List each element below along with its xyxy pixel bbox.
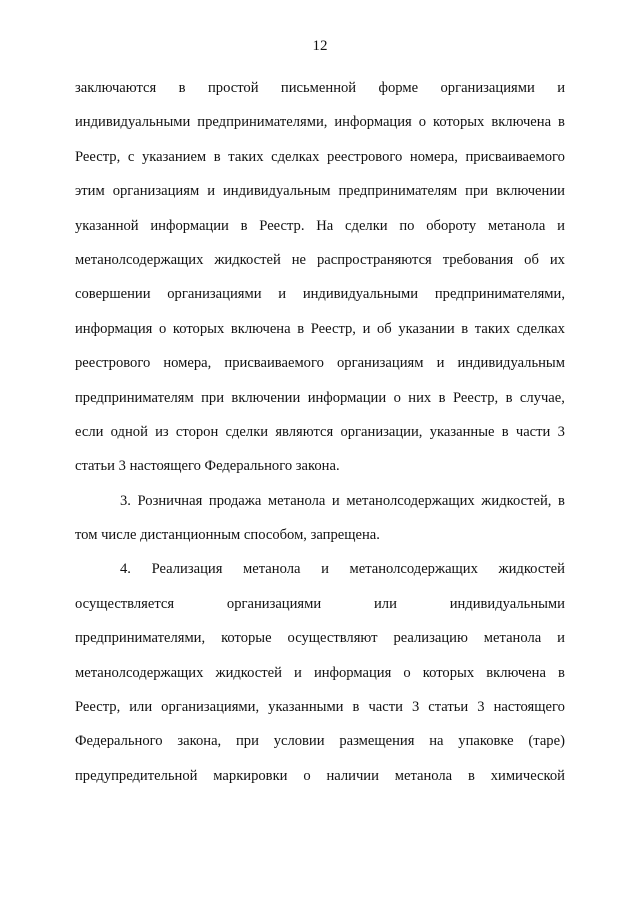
text-word: о bbox=[403, 664, 411, 681]
text-word: Реестр, bbox=[310, 320, 356, 337]
text-word: жидкостей, bbox=[481, 492, 552, 509]
text-word: о bbox=[418, 114, 427, 131]
text-word: части bbox=[368, 699, 403, 716]
text-word: и bbox=[331, 492, 340, 509]
text-word: предпринимателями, bbox=[197, 114, 328, 131]
text-word: которых bbox=[433, 114, 485, 131]
text-line bbox=[75, 594, 565, 628]
text-word: наличии bbox=[326, 767, 379, 784]
text-word: индивидуальным bbox=[223, 183, 331, 200]
text-line bbox=[75, 388, 565, 422]
text-word: сделках bbox=[271, 148, 320, 165]
text-line bbox=[75, 181, 565, 215]
text-word: условии bbox=[273, 733, 325, 750]
text-word: сторон bbox=[175, 423, 219, 440]
text-word: химической bbox=[490, 767, 565, 784]
text-word: предпринимателями, bbox=[434, 286, 565, 303]
text-word: и bbox=[557, 217, 565, 234]
text-word: индивидуальными bbox=[302, 286, 419, 303]
page-number: 12 bbox=[312, 38, 328, 54]
text-word: и bbox=[557, 630, 565, 647]
text-line bbox=[75, 250, 565, 284]
text-line bbox=[75, 697, 565, 731]
text-word: из bbox=[155, 423, 169, 440]
text-word: в bbox=[438, 389, 446, 406]
text-word: реализацию bbox=[393, 630, 468, 647]
text-word: индивидуальными bbox=[449, 595, 565, 612]
text-line bbox=[75, 319, 565, 353]
text-word: совершении bbox=[75, 286, 151, 303]
text-word: (таре) bbox=[528, 733, 565, 750]
text-word: в bbox=[352, 699, 360, 716]
text-word: предпринимателям bbox=[75, 389, 194, 406]
text-word: том числе дистанционным способом, запрещена. bbox=[75, 527, 380, 544]
text-line bbox=[75, 353, 565, 387]
text-word: и bbox=[294, 664, 302, 681]
text-line bbox=[75, 112, 565, 146]
text-word: об bbox=[524, 251, 539, 268]
text-word: индивидуальным bbox=[457, 355, 565, 372]
document-body bbox=[75, 78, 565, 800]
text-line bbox=[75, 525, 565, 559]
text-word: включена bbox=[486, 664, 546, 681]
text-word: осуществляют bbox=[287, 630, 378, 647]
text-word: организациями bbox=[226, 595, 322, 612]
text-word: упаковке bbox=[458, 733, 514, 750]
text-word: метанола bbox=[487, 217, 546, 234]
text-word: или bbox=[373, 595, 397, 612]
text-word: и bbox=[321, 561, 329, 578]
text-line bbox=[75, 766, 565, 800]
text-word: настоящего bbox=[493, 699, 565, 716]
text-word: указанные bbox=[429, 423, 495, 440]
text-word: 4. bbox=[120, 561, 131, 578]
text-word: при bbox=[201, 389, 225, 406]
text-word: указанием bbox=[141, 148, 207, 165]
text-word: предупредительной bbox=[75, 767, 198, 784]
text-line bbox=[75, 147, 565, 181]
text-word: на bbox=[429, 733, 444, 750]
text-word: номера, bbox=[163, 355, 212, 372]
text-word: о bbox=[303, 767, 311, 784]
text-word: предпринимателями, bbox=[75, 630, 206, 647]
text-word: предпринимателям bbox=[338, 183, 458, 200]
text-word: метанолсодержащих bbox=[75, 251, 204, 268]
text-word: включении bbox=[496, 183, 565, 200]
text-word: простой bbox=[207, 80, 259, 96]
text-word: и bbox=[278, 286, 287, 303]
text-word: сделки bbox=[225, 423, 269, 440]
text-line bbox=[75, 628, 565, 662]
text-word: организациями bbox=[167, 286, 262, 303]
text-word: метанолсодержащих bbox=[75, 664, 204, 681]
text-word: реестрового bbox=[75, 355, 151, 372]
text-word: о bbox=[159, 320, 167, 337]
text-word: сделки bbox=[345, 217, 388, 234]
text-word: организациями, bbox=[161, 699, 260, 716]
text-word: жидкостей bbox=[215, 664, 282, 681]
text-word: одной bbox=[110, 423, 148, 440]
text-word: в bbox=[178, 80, 186, 96]
text-word: организациям bbox=[112, 183, 200, 200]
text-word: информация bbox=[75, 320, 153, 337]
text-word: с bbox=[127, 148, 135, 165]
text-word: информация bbox=[334, 114, 412, 131]
text-word: в bbox=[297, 320, 305, 337]
text-word: этим bbox=[75, 183, 105, 200]
text-word: если bbox=[75, 423, 104, 440]
text-word: информации bbox=[307, 389, 387, 406]
text-word: и bbox=[207, 183, 215, 200]
text-word: заключаются bbox=[75, 80, 157, 96]
text-word: организациям bbox=[336, 355, 424, 372]
text-word: при bbox=[465, 183, 489, 200]
text-word: таких bbox=[474, 320, 511, 337]
text-word: организациями bbox=[440, 80, 535, 96]
text-line bbox=[75, 78, 565, 112]
text-word: статьи 3 настоящего Федерального закона. bbox=[75, 458, 340, 475]
text-word: организации, bbox=[340, 423, 423, 440]
text-word: размещения bbox=[339, 733, 415, 750]
text-word: реестрового bbox=[327, 148, 403, 165]
text-word: в bbox=[505, 389, 513, 406]
text-word: сделках bbox=[516, 320, 565, 337]
text-word: которых bbox=[422, 664, 475, 681]
text-word: присваиваемого bbox=[224, 355, 324, 372]
text-word: части bbox=[515, 423, 551, 440]
text-word: случае, bbox=[519, 389, 565, 406]
text-line bbox=[75, 559, 565, 593]
text-word: продажа bbox=[208, 492, 262, 509]
text-word: закона, bbox=[177, 733, 222, 750]
text-word: об bbox=[376, 320, 392, 337]
text-word: информации bbox=[150, 217, 229, 234]
text-word: метанола bbox=[267, 492, 326, 509]
text-line bbox=[75, 663, 565, 697]
text-word: номера, bbox=[409, 148, 458, 165]
text-word: таких bbox=[228, 148, 264, 165]
text-word: не bbox=[291, 251, 307, 268]
text-word: по bbox=[399, 217, 415, 234]
text-word: осуществляется bbox=[75, 595, 175, 612]
text-word: и bbox=[436, 355, 445, 372]
text-word: в bbox=[558, 114, 565, 131]
text-word: в bbox=[213, 148, 221, 165]
text-word: присваиваемого bbox=[465, 148, 565, 165]
text-line bbox=[75, 284, 565, 318]
text-word: Розничная bbox=[137, 492, 203, 509]
text-word: метанолсодержащих bbox=[349, 561, 478, 578]
text-word: указании bbox=[398, 320, 455, 337]
text-word: метанолсодержащих bbox=[346, 492, 475, 509]
text-word: форме bbox=[378, 80, 419, 96]
text-word: Федерального bbox=[75, 733, 163, 750]
text-line bbox=[75, 422, 565, 456]
text-word: метанола bbox=[483, 630, 542, 647]
text-word: и bbox=[557, 80, 565, 96]
text-word: указанными bbox=[268, 699, 344, 716]
text-word: них bbox=[408, 389, 432, 406]
text-word: в bbox=[240, 217, 248, 234]
text-word: жидкостей bbox=[214, 251, 281, 268]
text-word: являются bbox=[275, 423, 334, 440]
text-word: в bbox=[558, 492, 565, 509]
text-word: статьи bbox=[428, 699, 469, 716]
text-word: в bbox=[501, 423, 509, 440]
text-word: Реализация bbox=[151, 561, 223, 578]
text-line bbox=[75, 216, 565, 250]
text-word: маркировки bbox=[213, 767, 288, 784]
text-word: обороту bbox=[426, 217, 477, 234]
text-word: включена bbox=[230, 320, 291, 337]
text-word: На bbox=[316, 217, 334, 234]
text-word: Реестр, bbox=[452, 389, 499, 406]
text-word: в bbox=[558, 664, 565, 681]
text-word: письменной bbox=[280, 80, 357, 96]
text-line bbox=[75, 491, 565, 525]
text-word: метанола bbox=[394, 767, 453, 784]
text-word: указанной bbox=[75, 217, 139, 234]
text-word: распространяются bbox=[316, 251, 432, 268]
text-word: включении bbox=[231, 389, 301, 406]
text-word: при bbox=[235, 733, 259, 750]
text-word: их bbox=[549, 251, 565, 268]
text-word: Реестр, bbox=[75, 699, 121, 716]
text-word: индивидуальными bbox=[75, 114, 191, 131]
text-line bbox=[75, 731, 565, 765]
text-word: жидкостей bbox=[498, 561, 565, 578]
text-word: включена bbox=[491, 114, 552, 131]
text-word: метанола bbox=[243, 561, 301, 578]
text-word: Реестр, bbox=[75, 148, 121, 165]
text-word: в bbox=[461, 320, 469, 337]
text-word: которых bbox=[172, 320, 225, 337]
text-word: о bbox=[393, 389, 401, 406]
text-word: 3 bbox=[411, 699, 420, 716]
text-word: 3 bbox=[477, 699, 485, 716]
text-word: 3 bbox=[557, 423, 565, 440]
text-line bbox=[75, 456, 565, 490]
text-word: или bbox=[129, 699, 153, 716]
text-word: Реестр. bbox=[259, 217, 305, 234]
text-word: информация bbox=[313, 664, 392, 681]
text-word: требования bbox=[442, 251, 514, 268]
text-word: и bbox=[362, 320, 371, 337]
text-word: 3. bbox=[120, 492, 131, 509]
text-word: которые bbox=[221, 630, 272, 647]
text-word: в bbox=[467, 767, 475, 784]
